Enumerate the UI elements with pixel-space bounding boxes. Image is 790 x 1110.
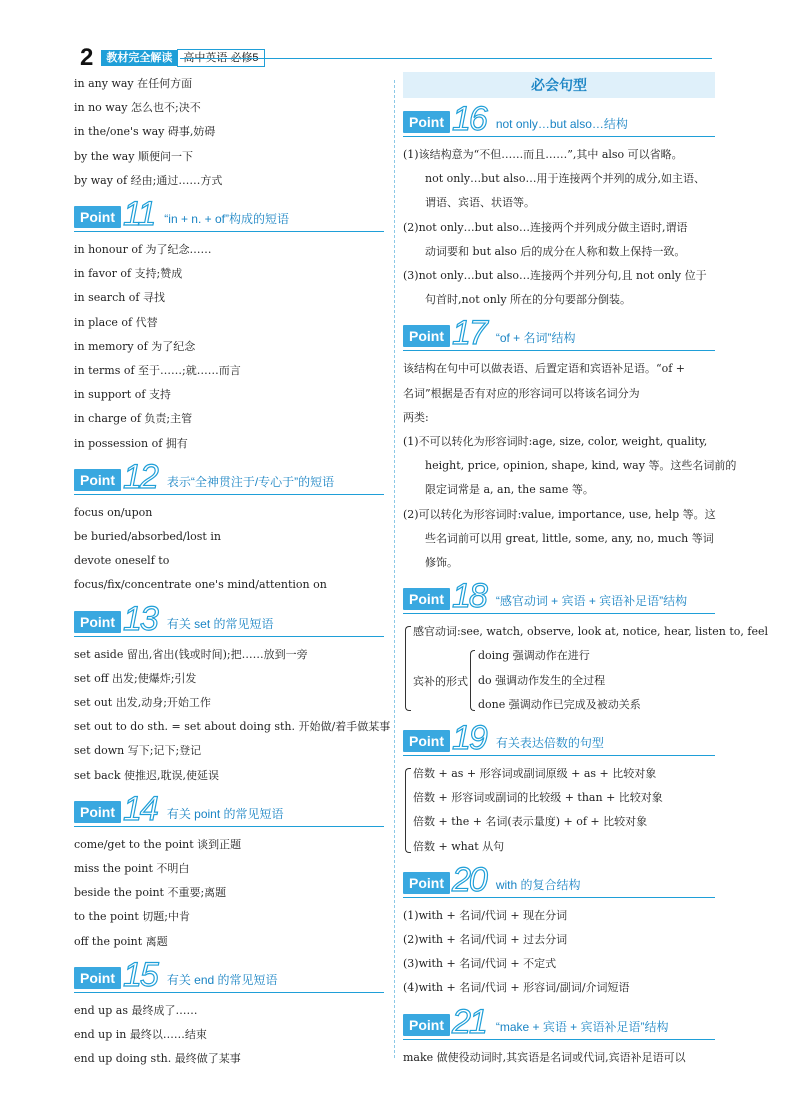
- text-line: (2)with + 名词/代词 + 过去分词: [403, 933, 568, 947]
- list-item: in terms of 至于……;就……而言: [74, 364, 241, 378]
- list-item: focus on/upon: [74, 505, 153, 519]
- sub-brace-group: [413, 644, 715, 717]
- point-number: 15: [123, 955, 157, 994]
- text-line: (2)可以转化为形容词时:value, importance, use, help 等。这: [403, 507, 716, 521]
- point-15-heading: [74, 955, 384, 994]
- text-line: 名词”根据是否有对应的形容词可以将该名词分为: [403, 386, 640, 400]
- text-line: not only…but also…用于连接两个并列的成分,如主语、: [425, 172, 705, 186]
- point-11-heading: [74, 197, 384, 232]
- list-item: in honour of 为了纪念……: [74, 243, 212, 257]
- text-line: (4)with + 名词/代词 + 形容词/副词/介词短语: [403, 981, 630, 995]
- point-16-heading: [403, 102, 715, 137]
- point-label: Point: [74, 611, 121, 633]
- brace-group: [403, 620, 769, 717]
- text-line: (2)not only…but also…连接两个并列成分做主语时,谓语: [403, 220, 688, 234]
- list-item: set out to do sth. = set about doing sth. 开始做/着手做某事: [74, 720, 391, 734]
- page-number: 2: [80, 44, 94, 71]
- text-line: 句首时,not only 所在的分句要部分倒装。: [425, 293, 632, 307]
- point-17-heading: [403, 316, 715, 351]
- list-item: end up in 最终以……结束: [74, 1028, 207, 1042]
- point-label: Point: [74, 967, 121, 989]
- point-title: not only…but also…结构: [495, 117, 628, 131]
- point-number: 18: [452, 577, 486, 616]
- text-line: 动词要和 but also 后的成分在人称和数上保持一致。: [425, 244, 686, 258]
- point-21-heading: [403, 1002, 715, 1041]
- list-item: in possession of 拥有: [74, 436, 188, 450]
- list-item: in the/one's way 碍事,妨碍: [74, 125, 216, 139]
- text-line: do 强调动作发生的全过程: [478, 673, 606, 687]
- point-label: Point: [403, 1014, 450, 1036]
- point-title: 有关 point 的常见短语: [166, 806, 284, 821]
- book-tag: 高中英语 必修5: [177, 49, 264, 67]
- text-line: 两类:: [403, 410, 429, 424]
- point-title: “in + n. + of”构成的短语: [164, 212, 289, 227]
- point-number: 20: [452, 860, 486, 899]
- point-number: 11: [123, 195, 155, 234]
- point-number: 19: [452, 719, 486, 758]
- list-item: come/get to the point 谈到正题: [74, 837, 242, 851]
- text-line: 谓语、宾语、状语等。: [425, 196, 535, 210]
- text-line: done 强调动作已完成及被动关系: [478, 697, 641, 711]
- point-title: with 的复合结构: [495, 877, 581, 892]
- point-19-heading: [403, 721, 715, 756]
- left-column: [74, 72, 391, 1072]
- intro-list: [74, 72, 384, 193]
- text-line: 该结构在句中可以做表语、后置定语和宾语补足语。“of +: [403, 362, 686, 376]
- brace-group: [403, 762, 715, 859]
- text-line: 些名词前可以用 great, little, some, any, no, much 等词: [425, 531, 714, 545]
- brace-label: 宾补的形式: [413, 674, 468, 688]
- point-label: Point: [74, 206, 121, 228]
- text-line: 感官动词:see, watch, observe, look at, notice, hear, listen to, feel: [413, 625, 769, 639]
- text-line: 倍数 + 形容词或副词的比较级 + than + 比较对象: [413, 791, 663, 805]
- list-item: set off 出发;使爆炸;引发: [74, 671, 197, 685]
- text-line: 倍数 + the + 名词(表示量度) + of + 比较对象: [413, 815, 648, 829]
- point-title: 表示“全神贯注于/专心于”的短语: [166, 474, 335, 489]
- point-label: Point: [403, 325, 450, 347]
- list-item: in charge of 负责;主管: [74, 412, 193, 426]
- point-title: “感官动词 + 宾语 + 宾语补足语”结构: [495, 594, 688, 609]
- column-divider: [394, 80, 395, 1058]
- list-item: in place of 代替: [74, 315, 158, 329]
- list-item: in favor of 支持;赞成: [74, 267, 183, 281]
- point-label: Point: [403, 588, 450, 610]
- section-title: 必会句型: [531, 77, 587, 93]
- text-line: make 做使役动词时,其宾语是名词或代词,宾语补足语可以: [403, 1050, 686, 1064]
- list-item: set back 使推迟,耽误,使延误: [74, 768, 219, 782]
- list-item: miss the point 不明白: [74, 862, 190, 876]
- list-item: set aside 留出,省出(钱或时间);把……放到一旁: [74, 647, 308, 661]
- list-item: end up doing sth. 最终做了某事: [74, 1052, 241, 1066]
- point-title: 有关表达倍数的句型: [495, 736, 604, 751]
- point-number: 12: [123, 457, 157, 496]
- text-line: 限定词常是 a, an, the same 等。: [425, 483, 594, 497]
- point-title: 有关 set 的常见短语: [166, 616, 274, 631]
- text-line: 倍数 + as + 形容词或副词原级 + as + 比较对象: [413, 767, 657, 781]
- point-number: 21: [452, 1002, 486, 1041]
- point-title: 有关 end 的常见短语: [166, 972, 278, 987]
- list-item: beside the point 不重要;离题: [74, 886, 227, 900]
- text-line: (1)不可以转化为形容词时:age, size, color, weight, quality,: [403, 435, 708, 449]
- list-item: devote oneself to: [74, 554, 170, 568]
- list-item: in search of 寻找: [74, 291, 166, 305]
- point-label: Point: [74, 469, 121, 491]
- point-20-heading: [403, 860, 715, 899]
- point-label: Point: [403, 872, 450, 894]
- point-13-heading: [74, 599, 384, 638]
- list-item: be buried/absorbed/lost in: [74, 530, 221, 544]
- section-banner: [403, 72, 715, 98]
- right-column: [403, 72, 769, 1070]
- list-item: to the point 切题;中肯: [74, 910, 190, 924]
- point-18-heading: [403, 579, 715, 614]
- point-title: “make + 宾语 + 宾语补足语”结构: [495, 1019, 669, 1034]
- point-title: “of + 名词”结构: [495, 331, 576, 346]
- list-item: off the point 离题: [74, 934, 168, 948]
- text-line: 修饰。: [425, 556, 458, 570]
- list-item: end up as 最终成了……: [74, 1003, 198, 1017]
- list-item: in support of 支持: [74, 388, 171, 402]
- point-12-heading: [74, 457, 384, 496]
- point-label: Point: [74, 801, 121, 823]
- header-rule: [180, 58, 712, 59]
- list-item: set out 出发,动身;开始工作: [74, 696, 211, 710]
- point-14-heading: [74, 789, 384, 828]
- text-line: height, price, opinion, shape, kind, way 等。这些名词前的: [425, 459, 737, 473]
- text-line: 倍数 + what 从句: [413, 839, 505, 853]
- text-line: (1)with + 名词/代词 + 现在分词: [403, 908, 568, 922]
- list-item: in any way 在任何方面: [74, 77, 193, 90]
- text-line: (1)该结构意为“不但……而且……”,其中 also 可以省略。: [403, 148, 683, 161]
- list-item: set down 写下;记下;登记: [74, 744, 202, 758]
- text-line: (3)not only…but also…连接两个并列分句,且 not only 位于: [403, 269, 707, 283]
- point-number: 14: [123, 789, 157, 828]
- point-label: Point: [403, 111, 450, 133]
- point-number: 13: [123, 599, 157, 638]
- list-item: in no way 怎么也不;决不: [74, 101, 201, 115]
- list-item: by way of 经由;通过……方式: [74, 173, 223, 187]
- point-number: 16: [452, 100, 486, 138]
- list-item: by the way 顺便问一下: [74, 149, 193, 163]
- point-label: Point: [403, 730, 450, 752]
- list-item: in memory of 为了纪念: [74, 339, 196, 353]
- point-number: 17: [452, 314, 486, 353]
- text-line: (3)with + 名词/代词 + 不定式: [403, 957, 557, 971]
- text-line: doing 强调动作在进行: [478, 649, 590, 663]
- sub-brace-items: [470, 644, 641, 717]
- series-tag: 教材完全解读: [101, 50, 177, 66]
- list-item: focus/fix/concentrate one's mind/attention on: [74, 578, 327, 592]
